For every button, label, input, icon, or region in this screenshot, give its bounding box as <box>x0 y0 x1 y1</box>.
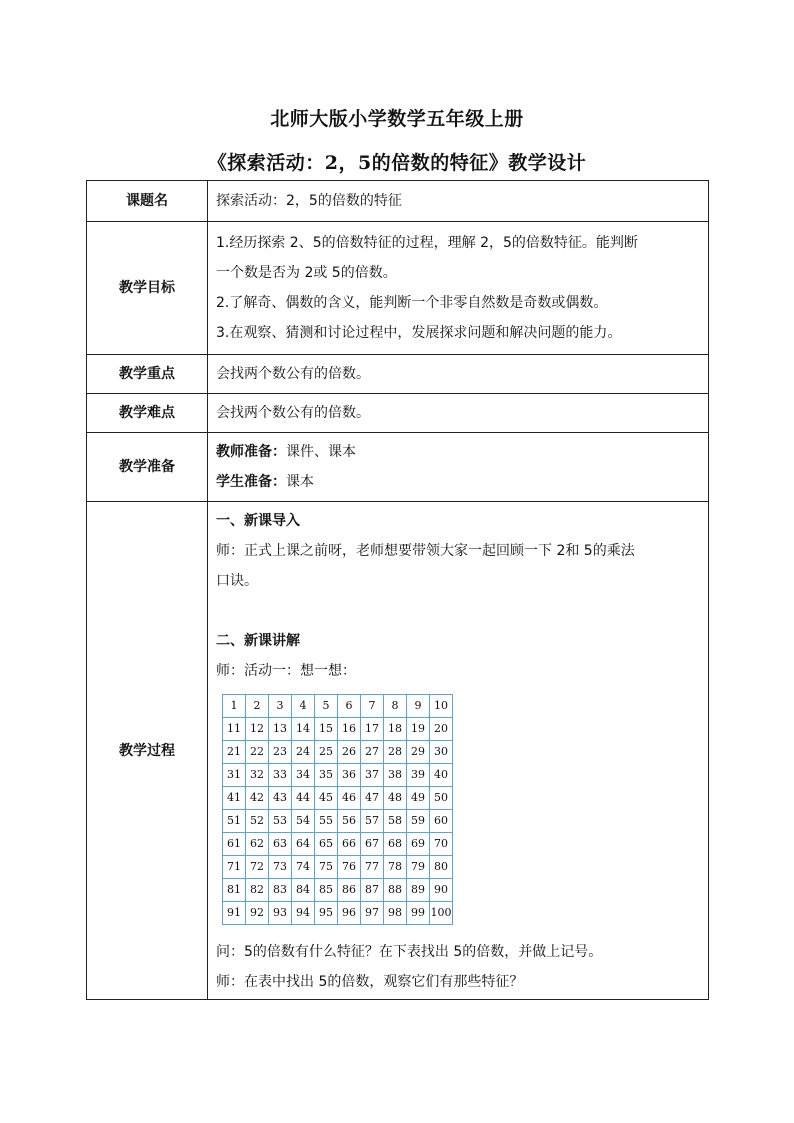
number-grid-cell: 62 <box>246 833 269 856</box>
number-grid-cell: 59 <box>407 810 430 833</box>
number-grid-cell: 6 <box>338 695 361 718</box>
number-grid-cell: 81 <box>223 879 246 902</box>
row-difficulty <box>87 394 709 433</box>
label-prep: 教学准备 <box>87 433 208 502</box>
number-grid-cell: 89 <box>407 879 430 902</box>
number-grid-cell: 4 <box>292 695 315 718</box>
value-goals <box>208 222 709 355</box>
goal-line: 一个数是否为 2或 5的倍数。 <box>216 265 397 281</box>
prep-student-value: 课本 <box>286 474 314 490</box>
row-key-point <box>87 355 709 394</box>
number-grid-cell: 97 <box>361 902 384 925</box>
number-grid-cell: 48 <box>384 787 407 810</box>
number-grid-cell: 25 <box>315 741 338 764</box>
number-grid-cell: 49 <box>407 787 430 810</box>
lesson-plan-table <box>86 180 709 1000</box>
number-grid-cell: 15 <box>315 718 338 741</box>
number-grid-cell: 51 <box>223 810 246 833</box>
number-grid-cell: 58 <box>384 810 407 833</box>
number-grid-cell: 28 <box>384 741 407 764</box>
goal-line: 3.在观察、猜测和讨论过程中，发展探求问题和解决问题的能力。 <box>216 325 622 341</box>
blank-line <box>216 596 700 626</box>
row-prep <box>87 433 709 502</box>
value-topic: 探索活动：2，5的倍数的特征 <box>208 181 709 222</box>
section-lesson-heading: 二、新课讲解 <box>216 633 300 649</box>
number-grid-cell: 18 <box>384 718 407 741</box>
number-grid-cell: 57 <box>361 810 384 833</box>
row-goals <box>87 222 709 355</box>
number-grid-cell: 14 <box>292 718 315 741</box>
number-grid-cell: 78 <box>384 856 407 879</box>
number-grid-row <box>223 718 453 741</box>
number-grid-cell: 41 <box>223 787 246 810</box>
number-grid-cell: 35 <box>315 764 338 787</box>
number-grid-cell: 64 <box>292 833 315 856</box>
number-grid-cell: 93 <box>269 902 292 925</box>
number-grid-cell: 24 <box>292 741 315 764</box>
number-grid-cell: 45 <box>315 787 338 810</box>
number-grid-cell: 39 <box>407 764 430 787</box>
number-grid-cell: 12 <box>246 718 269 741</box>
number-grid-cell: 29 <box>407 741 430 764</box>
number-grid-cell: 5 <box>315 695 338 718</box>
number-grid-row <box>223 902 453 925</box>
number-grid-cell: 85 <box>315 879 338 902</box>
label-key-point: 教学重点 <box>87 355 208 394</box>
number-grid-cell: 9 <box>407 695 430 718</box>
number-grid-cell: 22 <box>246 741 269 764</box>
number-grid-cell: 60 <box>430 810 453 833</box>
number-grid-cell: 34 <box>292 764 315 787</box>
number-grid-cell: 88 <box>384 879 407 902</box>
document-subtitle: 《探索活动：2，5的倍数的特征》教学设计 <box>207 152 587 174</box>
number-grid-cell: 37 <box>361 764 384 787</box>
number-grid-cell: 87 <box>361 879 384 902</box>
number-grid-cell: 30 <box>430 741 453 764</box>
number-grid-cell: 77 <box>361 856 384 879</box>
number-grid-cell: 76 <box>338 856 361 879</box>
number-grid-cell: 73 <box>269 856 292 879</box>
number-grid-cell: 19 <box>407 718 430 741</box>
number-grid-cell: 100 <box>430 902 453 925</box>
number-grid-cell: 66 <box>338 833 361 856</box>
number-grid-cell: 67 <box>361 833 384 856</box>
value-key-point: 会找两个数公有的倍数。 <box>208 355 709 394</box>
number-grid-cell: 92 <box>246 902 269 925</box>
number-grid-cell: 84 <box>292 879 315 902</box>
number-grid-cell: 42 <box>246 787 269 810</box>
number-grid-cell: 10 <box>430 695 453 718</box>
number-grid-cell: 17 <box>361 718 384 741</box>
number-grid-cell: 44 <box>292 787 315 810</box>
number-grid-cell: 7 <box>361 695 384 718</box>
number-grid-row <box>223 879 453 902</box>
number-grid-cell: 74 <box>292 856 315 879</box>
number-grid-row <box>223 787 453 810</box>
label-process: 教学过程 <box>87 502 208 1000</box>
number-grid-cell: 43 <box>269 787 292 810</box>
hundred-number-grid <box>222 694 453 925</box>
number-grid-cell: 68 <box>384 833 407 856</box>
number-grid-row <box>223 741 453 764</box>
number-grid-cell: 95 <box>315 902 338 925</box>
value-difficulty: 会找两个数公有的倍数。 <box>208 394 709 433</box>
number-grid-cell: 31 <box>223 764 246 787</box>
number-grid-cell: 80 <box>430 856 453 879</box>
label-topic: 课题名 <box>87 181 208 222</box>
number-grid-cell: 82 <box>246 879 269 902</box>
row-topic <box>87 181 709 222</box>
number-grid-cell: 26 <box>338 741 361 764</box>
number-grid-cell: 71 <box>223 856 246 879</box>
goal-line: 2.了解奇、偶数的含义，能判断一个非零自然数是奇数或偶数。 <box>216 295 608 311</box>
number-grid-cell: 16 <box>338 718 361 741</box>
number-grid-cell: 27 <box>361 741 384 764</box>
number-grid-cell: 69 <box>407 833 430 856</box>
number-grid-cell: 94 <box>292 902 315 925</box>
document-title: 北师大版小学数学五年级上册 <box>270 108 524 130</box>
section-intro-heading: 一、新课导入 <box>216 513 300 529</box>
row-process <box>87 502 709 1000</box>
number-grid-cell: 1 <box>223 695 246 718</box>
prep-teacher-value: 课件、课本 <box>286 444 356 460</box>
number-grid-cell: 96 <box>338 902 361 925</box>
number-grid-cell: 79 <box>407 856 430 879</box>
number-grid-cell: 65 <box>315 833 338 856</box>
number-grid-row <box>223 833 453 856</box>
number-grid-cell: 21 <box>223 741 246 764</box>
number-grid-cell: 50 <box>430 787 453 810</box>
prep-teacher-label: 教师准备： <box>216 444 286 460</box>
number-grid-cell: 56 <box>338 810 361 833</box>
number-grid-cell: 13 <box>269 718 292 741</box>
goal-line: 1.经历探索 2、5的倍数特征的过程，理解 2，5的倍数特征。能判断 <box>216 235 638 251</box>
number-grid-row <box>223 810 453 833</box>
label-difficulty: 教学难点 <box>87 394 208 433</box>
number-grid-cell: 55 <box>315 810 338 833</box>
number-grid-cell: 23 <box>269 741 292 764</box>
number-grid-cell: 70 <box>430 833 453 856</box>
number-grid-cell: 61 <box>223 833 246 856</box>
question-line: 问：5的倍数有什么特征？在下表找出 5的倍数，并做上记号。 <box>216 944 603 960</box>
prep-student <box>216 467 700 497</box>
number-grid-row <box>223 695 453 718</box>
number-grid-cell: 3 <box>269 695 292 718</box>
number-grid-cell: 83 <box>269 879 292 902</box>
number-grid-cell: 86 <box>338 879 361 902</box>
number-grid-cell: 11 <box>223 718 246 741</box>
prep-teacher <box>216 437 700 467</box>
label-goals: 教学目标 <box>87 222 208 355</box>
number-grid-cell: 53 <box>269 810 292 833</box>
number-grid-cell: 33 <box>269 764 292 787</box>
number-grid-row <box>223 856 453 879</box>
number-grid-cell: 2 <box>246 695 269 718</box>
number-grid-cell: 36 <box>338 764 361 787</box>
number-grid-cell: 98 <box>384 902 407 925</box>
number-grid-cell: 63 <box>269 833 292 856</box>
number-grid-cell: 90 <box>430 879 453 902</box>
value-prep <box>208 433 709 502</box>
number-grid-cell: 46 <box>338 787 361 810</box>
intro-paragraph-line: 口诀。 <box>216 573 258 589</box>
number-grid-cell: 99 <box>407 902 430 925</box>
number-grid-cell: 91 <box>223 902 246 925</box>
value-process <box>208 502 709 1000</box>
number-grid-cell: 32 <box>246 764 269 787</box>
intro-paragraph-line: 师：正式上课之前呀，老师想要带领大家一起回顾一下 2和 5的乘法 <box>216 543 635 559</box>
number-grid-cell: 40 <box>430 764 453 787</box>
number-grid-cell: 47 <box>361 787 384 810</box>
number-grid-cell: 54 <box>292 810 315 833</box>
activity-prompt: 师：活动一：想一想： <box>216 663 356 679</box>
number-grid-cell: 72 <box>246 856 269 879</box>
number-grid-row <box>223 764 453 787</box>
number-grid-cell: 8 <box>384 695 407 718</box>
number-grid-cell: 52 <box>246 810 269 833</box>
question-line: 师：在表中找出 5的倍数，观察它们有那些特征？ <box>216 974 524 990</box>
number-grid-cell: 20 <box>430 718 453 741</box>
number-grid-cell: 38 <box>384 764 407 787</box>
prep-student-label: 学生准备： <box>216 474 286 490</box>
number-grid-cell: 75 <box>315 856 338 879</box>
